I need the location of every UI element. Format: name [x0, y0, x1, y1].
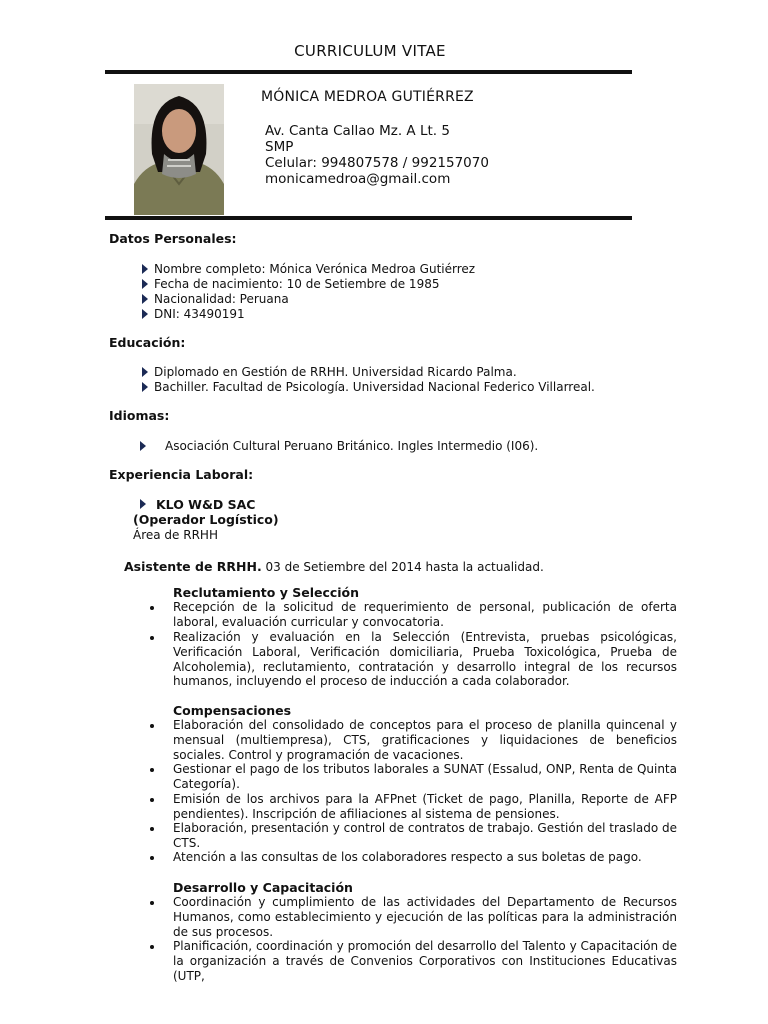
- header-top-rule: [105, 70, 632, 74]
- personal-list: [142, 262, 662, 322]
- document-title: CURRICULUM VITAE: [294, 42, 446, 60]
- arrow-bullet-icon: [142, 367, 148, 377]
- bullet-dot-icon: [150, 768, 154, 772]
- experience-heading: Experiencia Laboral:: [109, 467, 254, 482]
- education-item: Diplomado en Gestión de RRHH. Universidad Ricardo Palma.: [154, 365, 517, 379]
- education-item: Bachiller. Facultad de Psicología. Universidad Nacional Federico Villarreal.: [154, 380, 595, 394]
- company-row: [140, 497, 440, 512]
- company-type: (Operador Logístico): [133, 512, 279, 527]
- list-item: [142, 292, 662, 307]
- email-line: monicamedroa@gmail.com: [265, 171, 451, 187]
- role-line: [124, 556, 544, 575]
- list-item: [142, 380, 682, 395]
- list-item: [142, 365, 682, 380]
- personal-full-name: Nombre completo: Mónica Verónica Medroa Gutiérrez: [154, 262, 476, 276]
- role-title: Asistente de RRHH.: [124, 559, 262, 574]
- language-item: Asociación Cultural Peruano Británico. Ingles Intermedio (I06).: [165, 439, 539, 453]
- compensation-item: Elaboración, presentación y control de contratos de trabajo. Gestión del traslado de CTS.: [173, 821, 677, 850]
- profile-photo: [134, 84, 224, 215]
- development-item: Planificación, coordinación y promoción del desarrollo del Talento y Capacitación de la organización a través de Convenios Corporativos con Instituciones Educativas (UTP,: [173, 939, 677, 983]
- development-item: Coordinación y cumplimiento de las actividades del Departamento de Recursos Humanos, como establecimiento y ejecución de las políticas para la administración de sus procesos.: [173, 895, 677, 939]
- recruitment-item: Recepción de la solicitud de requerimiento de personal, publicación de oferta laboral, evaluación curricular y convocatoria.: [173, 600, 677, 629]
- address-line-1: Av. Canta Callao Mz. A Lt. 5: [265, 123, 450, 139]
- arrow-bullet-icon: [140, 441, 146, 451]
- compensation-item: Atención a las consultas de los colaboradores respecto a sus boletas de pago.: [173, 850, 642, 864]
- recruitment-item: Realización y evaluación en la Selección (Entrevista, pruebas psicológicas, Verificación Laboral, Verificación domiciliaria, Prueba Toxicológica, Prueba de Alcoholemia), reclutamiento, contratación y desarrollo integral de los recursos humanos, incluyendo el proceso de inducción a cada colaborador.: [173, 630, 677, 689]
- arrow-bullet-icon: [142, 309, 148, 319]
- arrow-bullet-icon: [142, 279, 148, 289]
- compensation-item: Emisión de los archivos para la AFPnet (Ticket de pago, Planilla, Reporte de AFP pendientes). Inscripción de afiliaciones al sistema de pensiones.: [173, 792, 677, 821]
- arrow-bullet-icon: [142, 264, 148, 274]
- address-line-2: SMP: [265, 139, 294, 155]
- section-title-development: Desarrollo y Capacitación: [173, 880, 353, 895]
- bullet-dot-icon: [150, 945, 154, 949]
- section-title-recruitment: Reclutamiento y Selección: [173, 585, 360, 600]
- bullet-dot-icon: [150, 901, 154, 905]
- languages-heading: Idiomas:: [109, 408, 170, 423]
- education-heading: Educación:: [109, 335, 186, 350]
- bullet-dot-icon: [150, 724, 154, 728]
- company-area: Área de RRHH: [133, 528, 218, 542]
- personal-heading: Datos Personales:: [109, 231, 237, 246]
- arrow-bullet-icon: [140, 499, 146, 509]
- list-item: [142, 307, 662, 322]
- company-name: KLO W&D SAC: [156, 497, 256, 512]
- arrow-bullet-icon: [142, 382, 148, 392]
- bullet-dot-icon: [150, 606, 154, 610]
- header-bottom-rule: [105, 216, 632, 220]
- list-item: [142, 262, 662, 277]
- list-item: [140, 439, 680, 454]
- section-title-compensation: Compensaciones: [173, 703, 292, 718]
- personal-dni: DNI: 43490191: [154, 307, 245, 321]
- list-item: [142, 277, 662, 292]
- education-list: [142, 365, 682, 395]
- personal-nationality: Nacionalidad: Peruana: [154, 292, 289, 306]
- bullet-dot-icon: [150, 798, 154, 802]
- compensation-item: Gestionar el pago de los tributos laborales a SUNAT (Essalud, ONP, Renta de Quinta Categoría).: [173, 762, 677, 791]
- bullet-dot-icon: [150, 636, 154, 640]
- phone-line: Celular: 994807578 / 992157070: [265, 155, 489, 171]
- role-period: 03 de Setiembre del 2014 hasta la actualidad.: [261, 560, 544, 574]
- candidate-name: MÓNICA MEDROA GUTIÉRREZ: [261, 89, 474, 105]
- bullet-dot-icon: [150, 827, 154, 831]
- bullet-dot-icon: [150, 856, 154, 860]
- arrow-bullet-icon: [142, 294, 148, 304]
- personal-birth-date: Fecha de nacimiento: 10 de Setiembre de 1985: [154, 277, 440, 291]
- compensation-item: Elaboración del consolidado de conceptos para el proceso de planilla quincenal y mensual (multiempresa), CTS, gratificaciones y liquidaciones de beneficios sociales. Control y programación de vacaciones.: [173, 718, 677, 762]
